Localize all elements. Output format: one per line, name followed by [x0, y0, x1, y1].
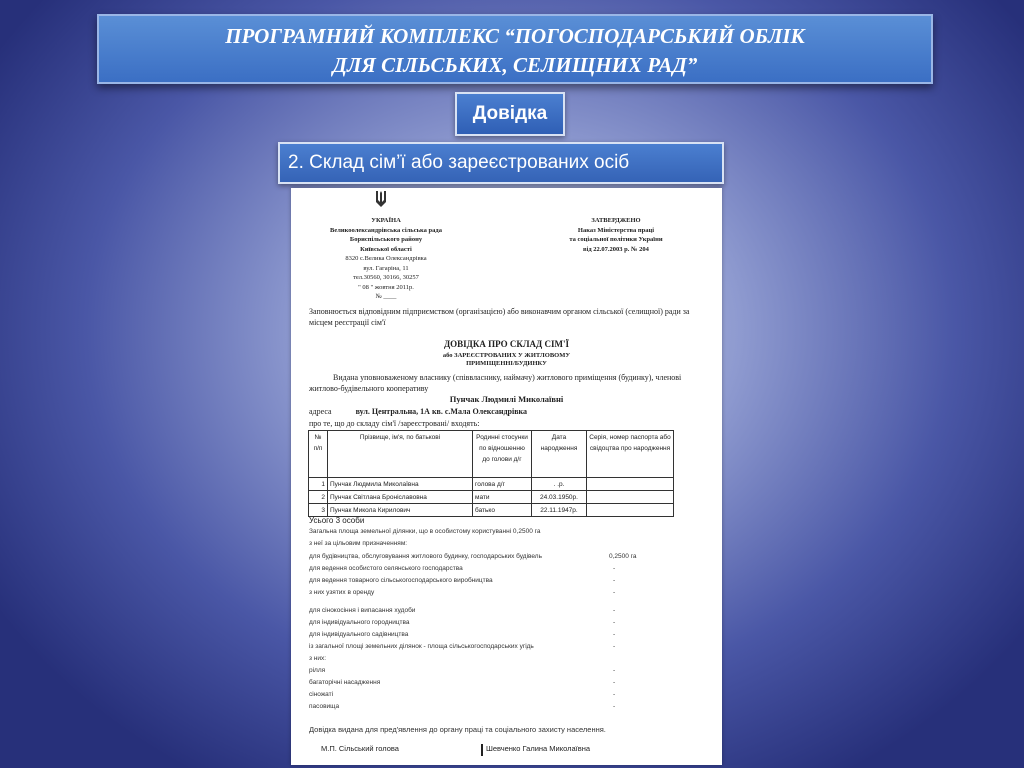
- land-value: -: [613, 619, 616, 626]
- land-value: -: [613, 679, 616, 686]
- total-persons: Усього 3 особи: [309, 516, 365, 525]
- column-header: Родинні стосунки по відношенню до голови д/г: [473, 431, 532, 478]
- table-cell: . .р.: [532, 478, 587, 491]
- land-line: багаторічні насадження: [309, 679, 381, 686]
- document-subtitle-2: ПРИМІЩЕННІ/БУДИНКУ: [466, 360, 547, 367]
- table-cell: [587, 491, 674, 504]
- notice-text: Заповнюється відповідним підприємством (організацією) або виконавчим органом сільської (селищної) ради за місцем реєстрації сім'ї: [309, 307, 690, 327]
- purpose-text: Довідка видана для пред'явлення до органу праці та соціального захисту населення.: [309, 725, 606, 734]
- table-row: [309, 504, 674, 517]
- table-cell: 3: [309, 504, 328, 517]
- land-value: -: [613, 577, 616, 584]
- table-cell: 22.11.1947р.: [532, 504, 587, 517]
- land-value: -: [613, 631, 616, 638]
- table-cell: 2: [309, 491, 328, 504]
- land-line: сіножаті: [309, 691, 334, 698]
- title-line-1: ПРОГРАМНИЙ КОМПЛЕКС “ПОГОСПОДАРСЬКИЙ ОБЛІК: [225, 24, 805, 48]
- table-cell: 1: [309, 478, 328, 491]
- approval-line: від 22.07.2003 р. № 204: [583, 245, 649, 253]
- column-header: Серія, номер паспорта або свідоцтва про народження: [587, 431, 674, 478]
- land-line: для сінокосіння і випасання худоби: [309, 607, 416, 614]
- land-line: для індивідуального садівництва: [309, 631, 409, 638]
- issuer-header: [301, 216, 471, 302]
- issuer-line: Бориспільського району: [349, 236, 423, 243]
- land-line: рілля: [309, 667, 326, 674]
- issuer-line: УКРАЇНА: [371, 217, 401, 224]
- table-cell: мати: [473, 491, 532, 504]
- recipient-name: Пунчак Людмилі Миколаївні: [449, 394, 564, 404]
- issuer-line: вул. Гагаріна, 11: [363, 264, 409, 272]
- land-value: 0,2500 га: [609, 553, 637, 560]
- land-line: для будівництва, обслуговування житлового будинку, господарських будівель: [309, 553, 542, 560]
- land-line: з них узятих в оренду: [309, 589, 375, 596]
- table-cell: голова д/г: [473, 478, 532, 491]
- table-cell: батько: [473, 504, 532, 517]
- section-subtitle: 2. Склад сім’ї або зареєстрованих осіб: [278, 142, 724, 184]
- land-line: для індивідуального городництва: [309, 619, 410, 626]
- signature-mark: [481, 744, 483, 756]
- column-header: № п/п: [309, 431, 328, 478]
- land-value: -: [613, 667, 616, 674]
- column-header: Дата народження: [532, 431, 587, 478]
- document-title: ДОВІДКА ПРО СКЛАД СІМ'Ї: [443, 339, 570, 349]
- issuer-line: № ____: [375, 293, 397, 300]
- land-line: з них:: [309, 655, 327, 662]
- certificate-document: [291, 188, 722, 765]
- approval-line: та соціальної політики України: [569, 236, 663, 243]
- column-header: Прізвище, ім'я, по батькові: [328, 431, 473, 478]
- issued-text: Видана уповноваженому власнику (співвласнику, наймачу) житлового приміщення (будинку), членові житлово-будівельного кооперативу: [309, 373, 682, 393]
- issuer-line: " 08 " жовтня 2011р.: [358, 283, 414, 291]
- table-cell: Пунчак Людмила Миколаївна: [328, 478, 473, 491]
- table-cell: Пунчак Микола Кирилович: [328, 504, 473, 517]
- land-line: Загальна площа земельної ділянки, що в особистому користуванні 0,2500 га: [309, 528, 541, 535]
- land-value: -: [613, 607, 616, 614]
- land-value: -: [613, 691, 616, 698]
- land-value: -: [613, 565, 616, 572]
- approval-header: [531, 216, 701, 254]
- land-line: з неї за цільовим призначенням:: [309, 540, 408, 547]
- title-line-2: ДЛЯ СІЛЬСЬКИХ, СЕЛИЩНИХ РАД”: [332, 53, 698, 77]
- table-header-row: [309, 431, 674, 478]
- issuer-line: Великоолександрівська сільська рада: [330, 226, 442, 234]
- land-value: -: [613, 643, 616, 650]
- table-cell: Пунчак Світлана Броніславовна: [328, 491, 473, 504]
- trident-icon: [375, 190, 387, 208]
- address-label: адреса: [309, 407, 332, 416]
- table-row: [309, 478, 674, 491]
- slide-title: [97, 14, 933, 84]
- family-members-table: [308, 430, 674, 517]
- land-value: -: [613, 589, 616, 596]
- table-cell: [587, 504, 674, 517]
- land-line: із загальної площі земельних ділянок - площа сільськогосподарських угідь: [309, 643, 534, 650]
- approval-line: Наказ Міністерства праці: [577, 226, 655, 234]
- table-cell: 24.03.1950р.: [532, 491, 587, 504]
- land-value: -: [613, 703, 616, 710]
- land-line: пасовища: [309, 703, 340, 710]
- document-subtitle-1: або ЗАРЕЄСТРОВАНИХ У ЖИТЛОВОМУ: [442, 352, 571, 359]
- approval-line: ЗАТВЕРДЖЕНО: [591, 217, 641, 224]
- land-line: для ведення особистого селянського господарства: [309, 565, 463, 572]
- issuer-line: 8320 с.Велика Олександрівка: [345, 255, 427, 262]
- address-value: вул. Центральна, 1А кв. с.Мала Олександрівка: [355, 407, 527, 416]
- table-row: [309, 491, 674, 504]
- address-line: [309, 407, 527, 416]
- signature-right: Шевченко Галина Миколаївна: [486, 744, 591, 753]
- issuer-line: тел.30560, 30166, 30257: [353, 274, 419, 281]
- table-cell: [587, 478, 674, 491]
- issuer-line: Київської області: [360, 245, 412, 253]
- about-text: про те, що до складу сім'ї /зареєстровані/ входять:: [309, 419, 480, 428]
- land-line: для ведення товарного сільськогосподарського виробництва: [309, 577, 493, 584]
- signature-left: М.П. Сільський голова: [321, 744, 399, 753]
- dovidka-button[interactable]: Довідка: [455, 92, 565, 136]
